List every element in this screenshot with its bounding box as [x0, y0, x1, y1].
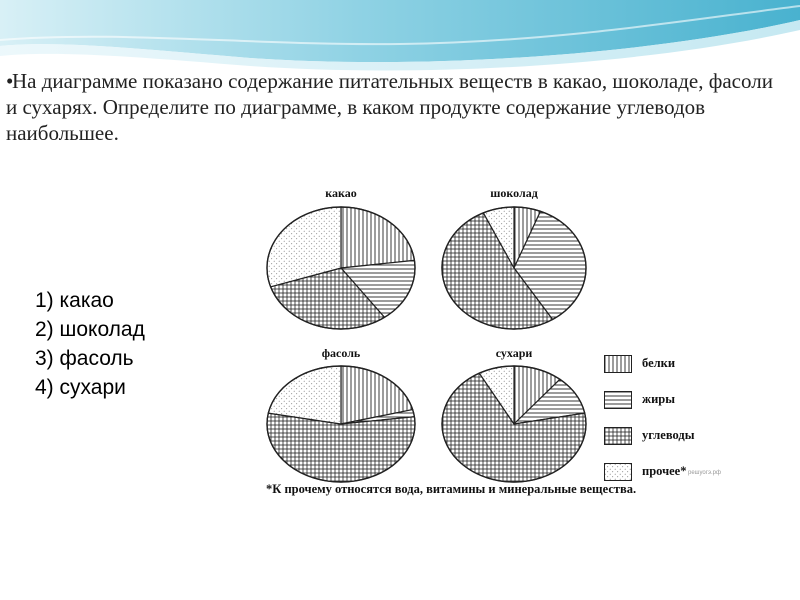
- pie-slice-protein: [341, 207, 414, 268]
- bullet-icon: •: [6, 69, 14, 93]
- answer-options: [35, 286, 145, 402]
- pie-chart-3: [267, 346, 415, 482]
- legend-label: жиры: [642, 392, 675, 406]
- header-wave-decoration: [0, 0, 800, 75]
- pie-title: шоколад: [490, 186, 538, 200]
- pie-chart-4: [442, 346, 586, 482]
- pie-charts-figure: [258, 180, 746, 502]
- legend-swatch-grid: [604, 427, 632, 445]
- legend-swatch-vertical: [604, 355, 632, 373]
- answer-option-3: 3) фасоль: [35, 347, 134, 370]
- pie-chart-1: [267, 186, 415, 329]
- question-text: [6, 68, 776, 146]
- legend-label: прочее*: [642, 464, 687, 478]
- footnote: *К прочему относятся вода, витамины и минеральные вещества.: [266, 482, 637, 496]
- watermark: решуогэ.рф: [688, 470, 721, 476]
- legend-swatch-horizontal: [604, 391, 632, 409]
- pie-slice-other: [268, 366, 341, 424]
- pie-title: фасоль: [321, 346, 361, 360]
- legend-swatch-dots: [604, 463, 632, 481]
- pie-title: сухари: [495, 346, 533, 360]
- answer-option-1: 1) какао: [35, 289, 114, 312]
- pie-title: какао: [325, 186, 357, 200]
- pie-charts-svg: [258, 180, 746, 502]
- answer-option-2: 2) шоколад: [35, 318, 145, 341]
- pie-chart-2: [442, 186, 586, 329]
- legend-label: углеводы: [642, 428, 695, 442]
- legend-label: белки: [642, 356, 676, 370]
- answer-option-4: 4) сухари: [35, 376, 126, 399]
- question-body: На диаграмме показано содержание питательных веществ в какао, шоколаде, фасоли и сухарях. Определите по диаграмме, в каком продукте содержание углеводов наибольшее.: [6, 69, 773, 145]
